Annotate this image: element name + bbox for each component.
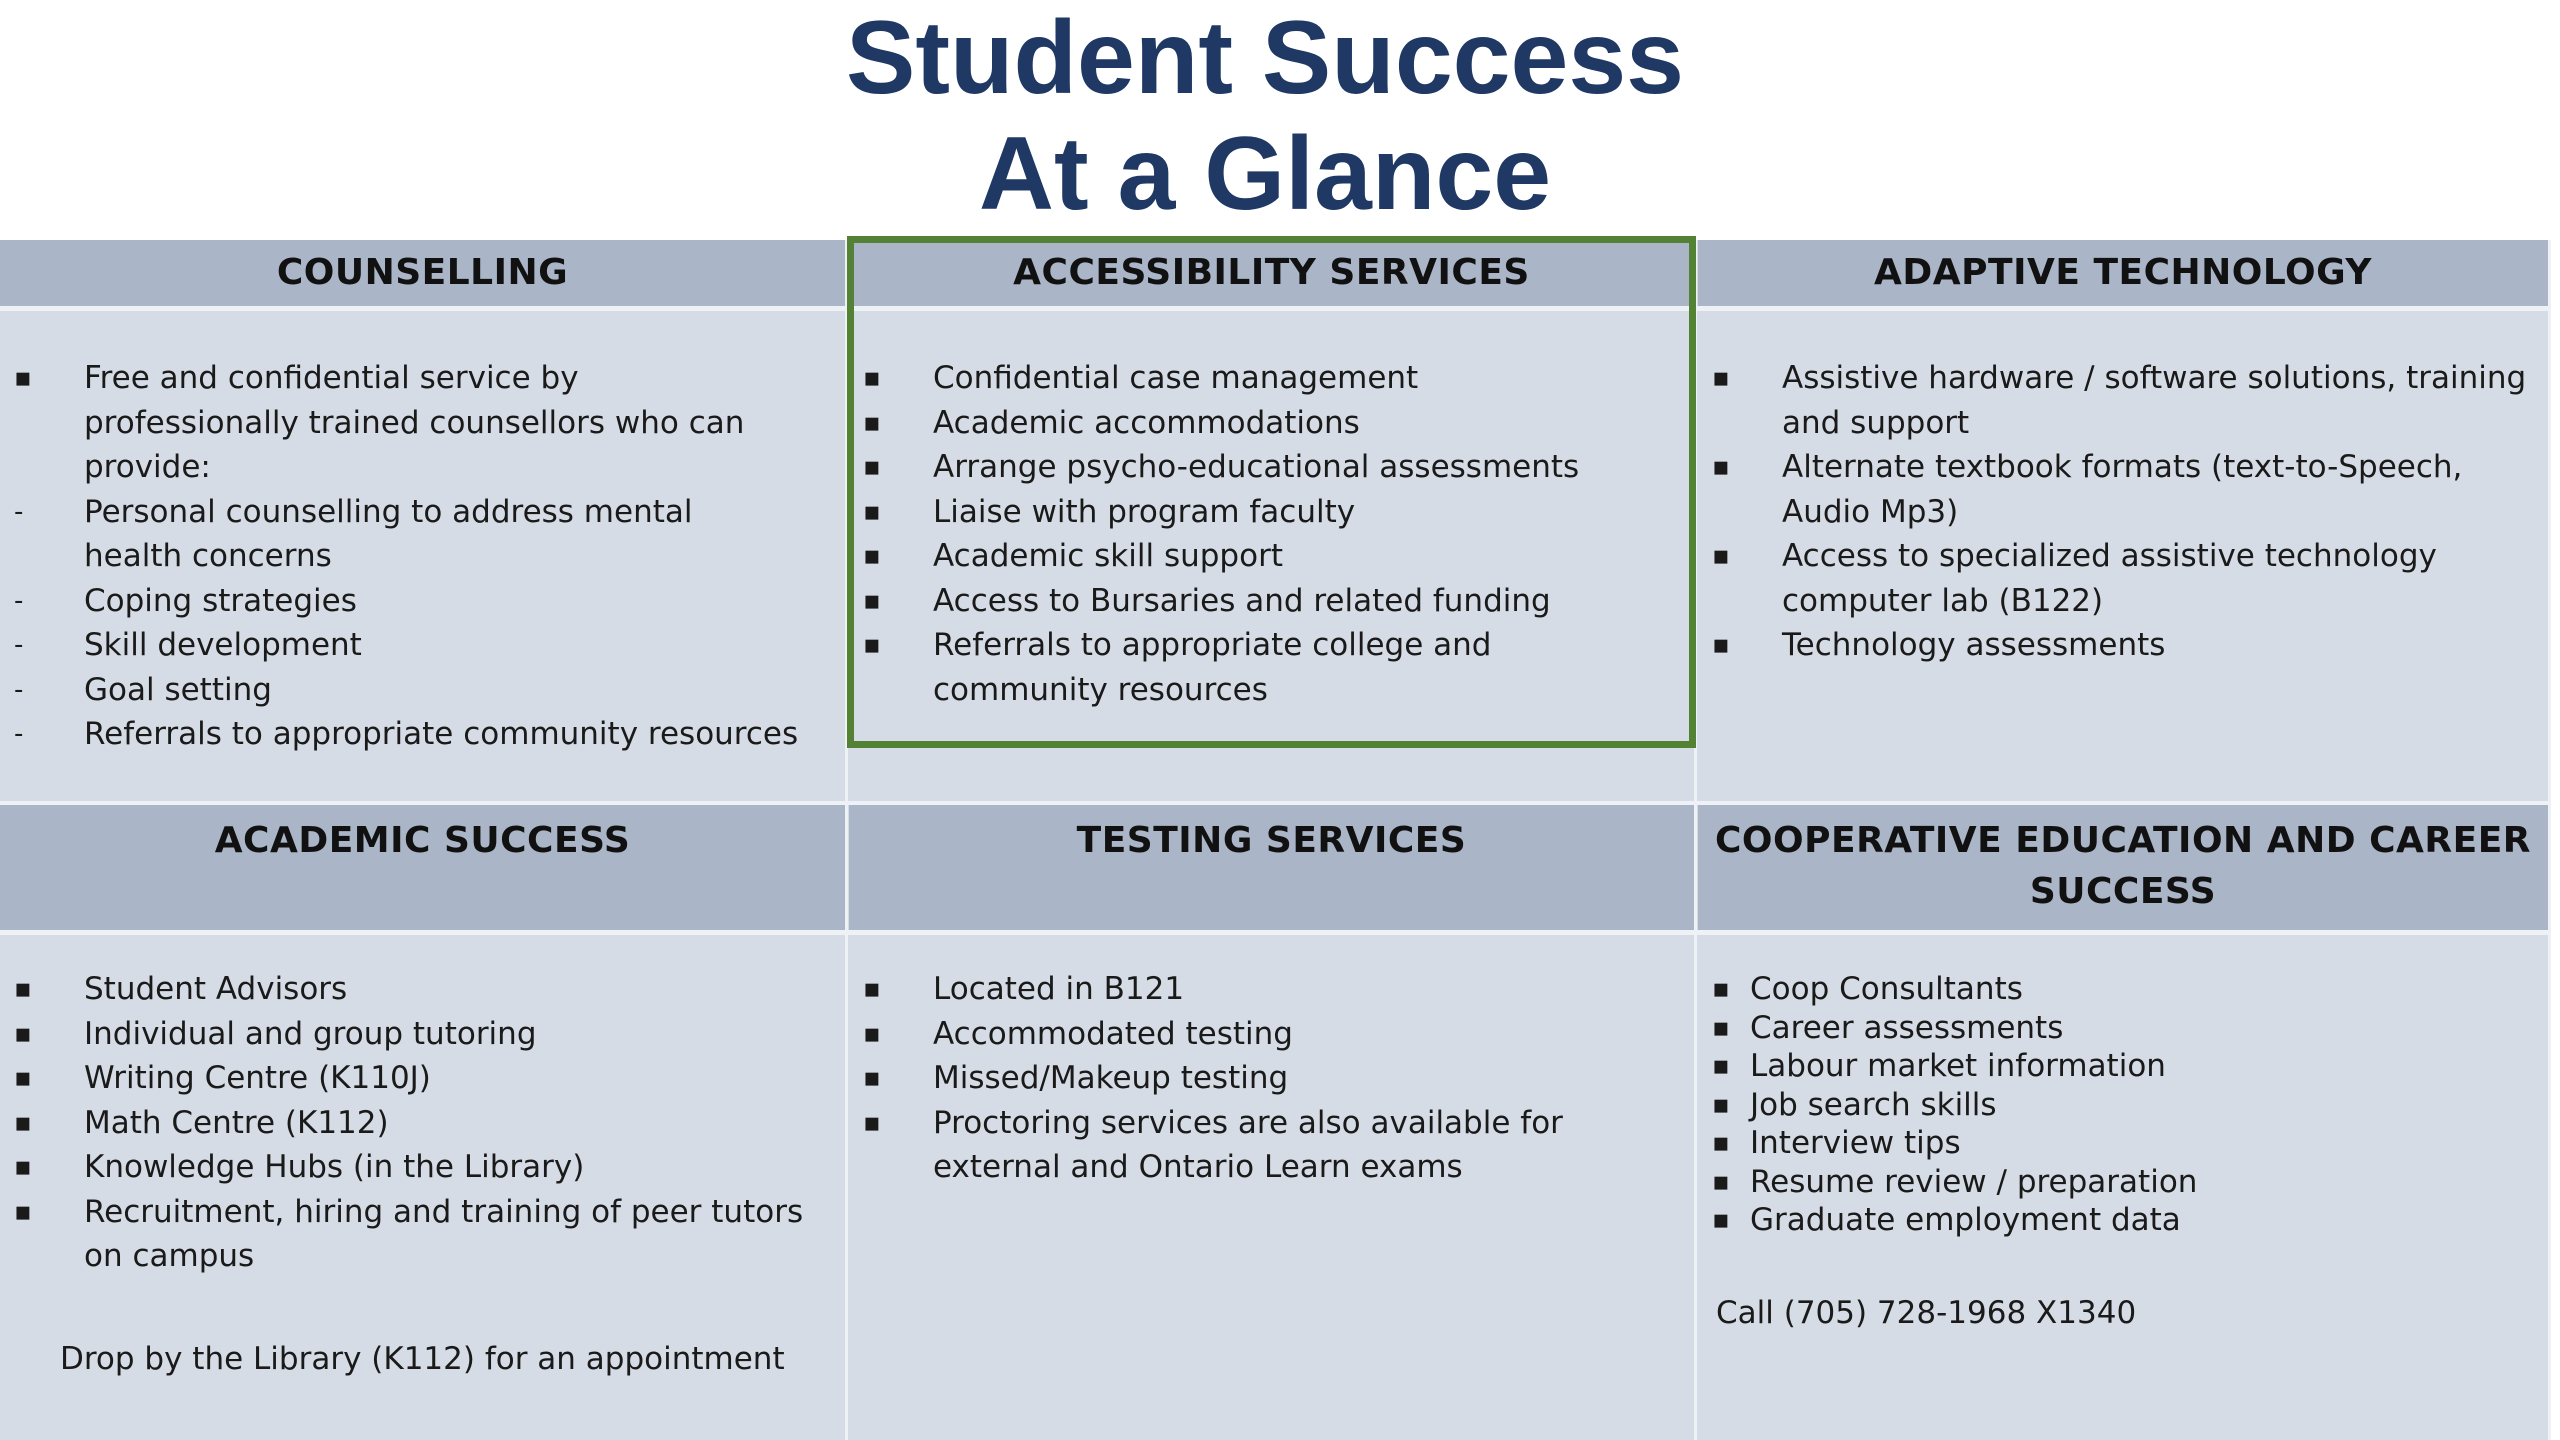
bullet-square-icon: ▪ xyxy=(1712,1089,1730,1120)
list-item: ▪ Arrange psycho-educational assessments xyxy=(849,445,1649,490)
bullet-square-icon: ▪ xyxy=(14,1018,32,1049)
academic-success-list xyxy=(0,967,810,1279)
list-item: ▪ Proctoring services are also available for external and Ontario Learn exams xyxy=(849,1101,1659,1190)
bullet-square-icon: ▪ xyxy=(1712,630,1730,660)
list-item: ▪ Resume review / preparation xyxy=(1712,1163,2198,1200)
bullet-square-icon: ▪ xyxy=(863,452,881,482)
bullet-square-icon: ▪ xyxy=(14,1152,32,1182)
list-item: ▪ Interview tips xyxy=(1712,1125,1961,1161)
bullet-square-icon: ▪ xyxy=(1712,1128,1730,1158)
bullet-square-icon: ▪ xyxy=(1712,363,1730,393)
coop-contact-phone: Call (705) 728-1968 X1340 xyxy=(1716,1295,2137,1331)
title-line-2: At a Glance xyxy=(978,116,1552,232)
bullet-square-icon: ▪ xyxy=(14,1107,32,1138)
list-item: ▪ Assistive hardware / software solutions, training and support xyxy=(1698,356,2543,445)
list-item: - Personal counselling to address mental health concerns xyxy=(0,490,800,579)
list-item: ▪ Liaise with program faculty xyxy=(849,490,1649,535)
coop-career-list xyxy=(1698,970,2518,1240)
accessibility-highlight-frame xyxy=(847,236,1696,748)
bullet-square-icon: ▪ xyxy=(14,974,32,1004)
list-item: ▪ Missed/Makeup testing xyxy=(849,1056,1659,1101)
coop-career-header: COOPERATIVE EDUCATION AND CAREER SUCCESS xyxy=(1698,805,2548,930)
list-item: ▪ Confidential case management xyxy=(849,356,1649,401)
list-item: ▪ Recruitment, hiring and training of peer tutors on campus xyxy=(0,1190,810,1279)
dash-marker-icon: - xyxy=(14,630,24,660)
list-item: ▪ Math Centre (K112) xyxy=(0,1101,810,1146)
testing-services-header: TESTING SERVICES xyxy=(849,805,1694,930)
list-item: ▪ Academic accommodations xyxy=(849,401,1649,446)
list-item: ▪ Academic skill support xyxy=(849,534,1649,579)
testing-services-list xyxy=(849,967,1659,1190)
counselling-header: COUNSELLING xyxy=(0,240,845,306)
bullet-square-icon: ▪ xyxy=(1712,974,1730,1004)
list-item: ▪ Graduate employment data xyxy=(1712,1202,2181,1238)
academic-success-note: Drop by the Library (K112) for an appointment xyxy=(60,1341,785,1377)
bullet-square-icon: ▪ xyxy=(863,407,881,438)
list-item: ▪ Accommodated testing xyxy=(849,1012,1659,1057)
list-item: - Goal setting xyxy=(0,668,800,713)
list-item: ▪ Writing Centre (K110J) xyxy=(0,1056,810,1101)
bullet-square-icon: ▪ xyxy=(863,541,881,571)
list-item: ▪ Access to Bursaries and related funding xyxy=(849,579,1649,624)
accessibility-header: ACCESSIBILITY SERVICES xyxy=(849,240,1694,306)
dash-marker-icon: - xyxy=(14,674,24,705)
dash-marker-icon: - xyxy=(14,719,24,749)
bullet-square-icon: ▪ xyxy=(14,1196,32,1227)
bullet-square-icon: ▪ xyxy=(1712,452,1730,482)
bullet-square-icon: ▪ xyxy=(14,363,32,393)
bullet-square-icon: ▪ xyxy=(863,1018,881,1049)
dash-marker-icon: - xyxy=(14,496,24,527)
adaptive-technology-list xyxy=(1698,356,2543,668)
bullet-square-icon: ▪ xyxy=(1712,1012,1730,1043)
list-item: ▪ Labour market information xyxy=(1712,1048,2166,1084)
list-item: ▪ Free and confidential service by professionally trained counsellors who can provide: xyxy=(0,356,800,490)
list-item: ▪ Knowledge Hubs (in the Library) xyxy=(0,1145,810,1190)
bullet-square-icon: ▪ xyxy=(863,585,881,616)
bullet-square-icon: ▪ xyxy=(1712,1051,1730,1081)
list-item: - Referrals to appropriate community resources xyxy=(0,712,800,757)
list-item: - Coping strategies xyxy=(0,579,800,624)
list-item: ▪ Coop Consultants xyxy=(1712,971,2023,1007)
adaptive-technology-header: ADAPTIVE TECHNOLOGY xyxy=(1698,240,2548,306)
bullet-square-icon: ▪ xyxy=(863,363,881,393)
list-item: ▪ Located in B121 xyxy=(849,967,1659,1012)
list-item: ▪ Job search skills xyxy=(1712,1086,1997,1123)
bullet-square-icon: ▪ xyxy=(863,1063,881,1093)
list-item: - Skill development xyxy=(0,623,800,668)
academic-success-header: ACADEMIC SUCCESS xyxy=(0,805,845,930)
list-item: ▪ Student Advisors xyxy=(0,967,810,1012)
list-item: ▪ Individual and group tutoring xyxy=(0,1012,810,1057)
list-item: ▪ Career assessments xyxy=(1712,1009,2064,1046)
bullet-square-icon: ▪ xyxy=(1712,541,1730,571)
bullet-square-icon: ▪ xyxy=(14,1063,32,1093)
list-item: ▪ Technology assessments xyxy=(1698,623,2543,668)
bullet-square-icon: ▪ xyxy=(863,630,881,660)
page-title xyxy=(0,0,2530,235)
header-divider-bottom xyxy=(0,930,2548,935)
bullet-square-icon: ▪ xyxy=(863,496,881,527)
bullet-square-icon: ▪ xyxy=(1712,1205,1730,1235)
list-item: ▪ Alternate textbook formats (text-to-Speech, Audio Mp3) xyxy=(1698,445,2543,534)
bullet-square-icon: ▪ xyxy=(863,974,881,1004)
dash-marker-icon: - xyxy=(14,585,24,616)
bullet-square-icon: ▪ xyxy=(1712,1166,1730,1197)
title-line-1: Student Success xyxy=(845,0,1685,116)
list-item: ▪ Referrals to appropriate college and community resources xyxy=(849,623,1649,712)
list-item: ▪ Access to specialized assistive technology computer lab (B122) xyxy=(1698,534,2543,623)
counselling-list xyxy=(0,356,800,757)
bullet-square-icon: ▪ xyxy=(863,1107,881,1138)
